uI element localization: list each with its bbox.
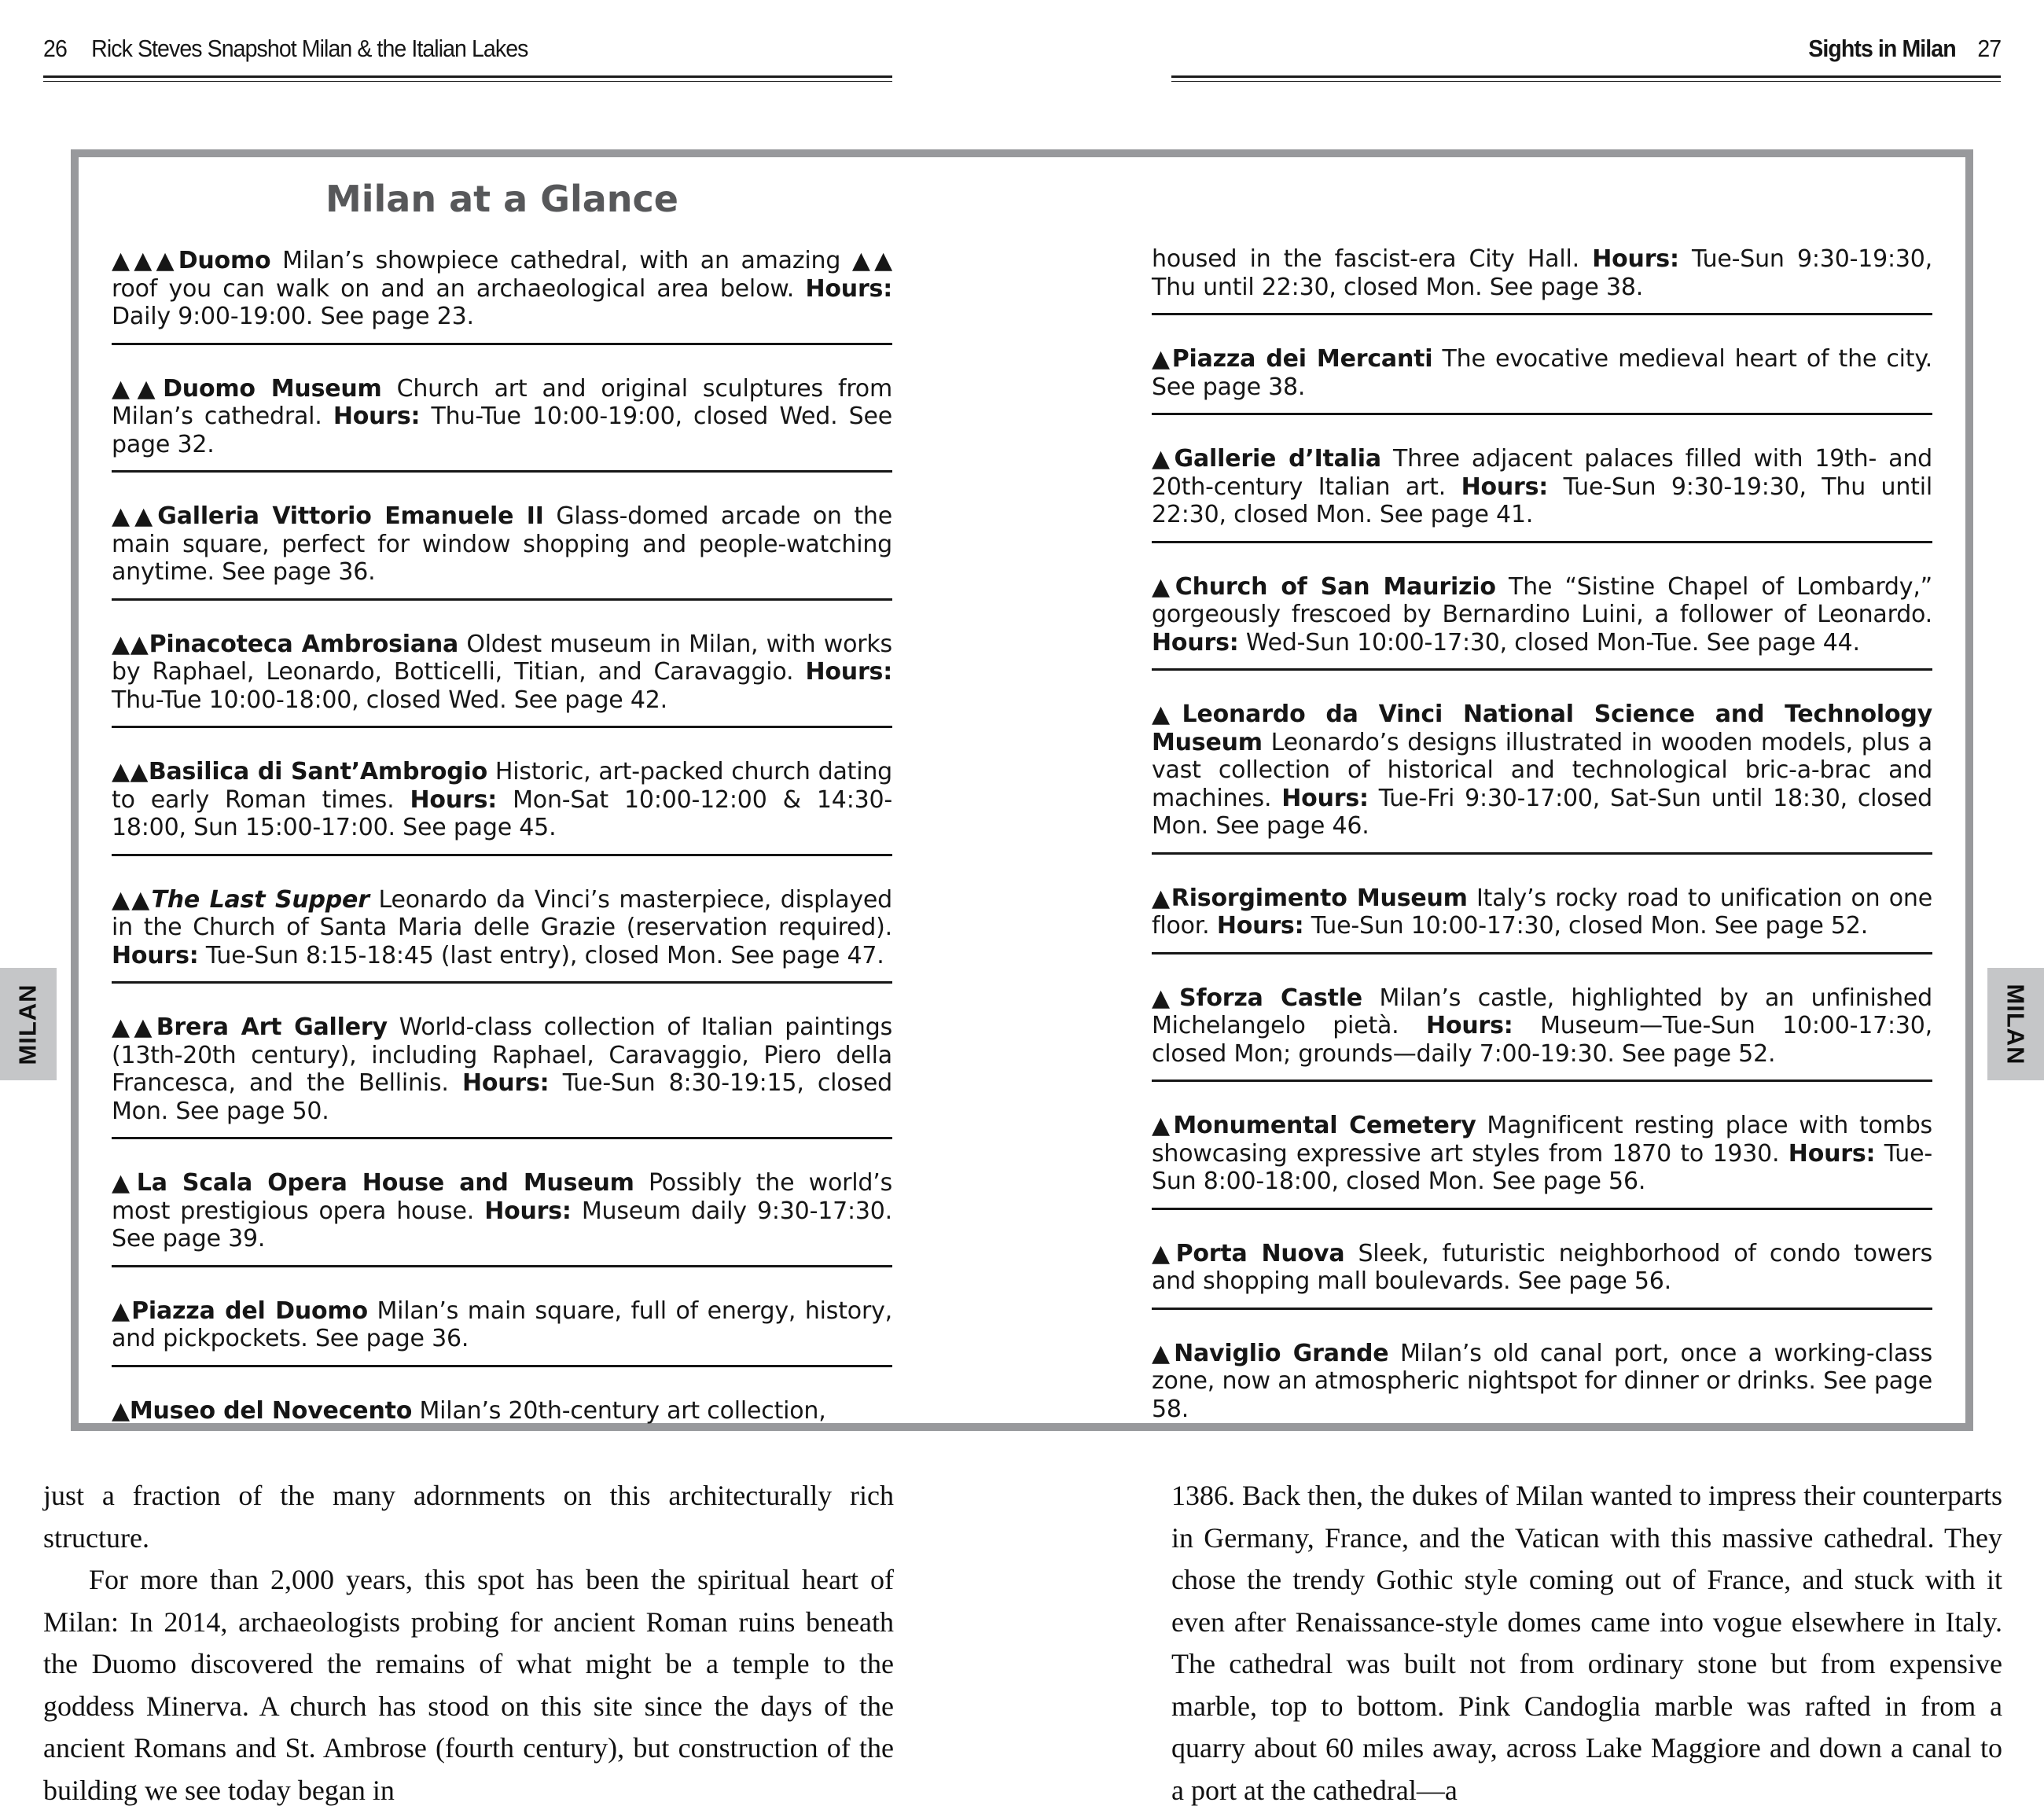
header-rule-left	[43, 75, 892, 82]
sight-entry: ▲La Scala Opera House and Museum Possibly the world’s most prestigious opera house. Hours: Museum daily 9:30-17:30. See page 39.	[112, 1169, 892, 1267]
sight-entry: ▲Porta Nuova Sleek, futuristic neighborhood of condo towers and shopping mall boulevards. See page 56.	[1152, 1240, 1932, 1310]
sight-entry: ▲▲Galleria Vittorio Emanuele II Glass-domed arcade on the main square, perfect for window shopping and people-watching anytime. See page 36.	[112, 502, 892, 601]
chapter-tab-left	[0, 968, 57, 1080]
sight-entry: ▲Piazza dei Mercanti The evocative medieval heart of the city. See page 38.	[1152, 345, 1932, 415]
sight-entry: ▲▲Pinacoteca Ambrosiana Oldest museum in Milan, with works by Raphael, Leonardo, Botticelli, Titian, and Caravaggio. Hours: Thu-Tue 10:00-18:00, closed Wed. See page 42.	[112, 631, 892, 729]
sight-entry: housed in the fascist-era City Hall. Hours: Tue-Sun 9:30-19:30, Thu until 22:30, closed Mon. See page 38.	[1152, 245, 1932, 315]
sight-entry: ▲▲▲Duomo Milan’s showpiece cathedral, with an amazing ▲▲ roof you can walk on and an archaeological area below. Hours: Daily 9:00-19:00. See page 23.	[112, 247, 892, 345]
running-head-left	[43, 35, 528, 63]
glance-entries-right	[1152, 245, 1932, 1435]
glance-column-left	[112, 165, 892, 1423]
sight-entry: ▲Sforza Castle Milan’s castle, highlighted by an unfinished Michelangelo pietà. Hours: Museum—Tue-Sun 10:00-17:30, closed Mon; grounds—daily 7:00-19:30. See page 52.	[1152, 984, 1932, 1083]
sight-entry: ▲Naviglio Grande Milan’s old canal port, once a working-class zone, now an atmospheric nightspot for dinner or drinks. See page 58.	[1152, 1339, 1933, 1423]
sight-entry: ▲▲Brera Art Gallery World-class collection of Italian paintings (13th-20th century), including Raphael, Caravaggio, Piero della Francesca, and the Bellinis. Hours: Tue-Sun 8:30-19:15, closed Mon. See page 50.	[112, 1013, 892, 1139]
page-number-left: 26	[43, 35, 67, 62]
glance-box-title: Milan at a Glance	[325, 178, 678, 220]
sight-entry: ▲Leonardo da Vinci National Science and Technology Museum Leonardo’s designs illustrated in wooden models, plus a vast collection of historical and technological bric-a-brac and machines. Hours: Tue-Fri 9:30-17:00, Sat-Sun until 18:30, closed Mon. See page 46.	[1152, 701, 1932, 855]
chapter-tab-left-label: MILAN	[14, 983, 42, 1065]
sight-entry: ▲Church of San Maurizio The “Sistine Chapel of Lombardy,” gorgeously frescoed by Bernardino Luini, a follower of Leonardo. Hours: Wed-Sun 10:00-17:30, closed Mon-Tue. See page 44.	[1152, 573, 1932, 671]
sight-entry: ▲Museo del Novecento Milan’s 20th-century art collection,	[112, 1396, 826, 1425]
header-rule-right	[1171, 75, 2001, 82]
sight-entry: ▲Risorgimento Museum Italy’s rocky road to unification on one floor. Hours: Tue-Sun 10:00-17:30, closed Mon. See page 52.	[1152, 885, 1932, 954]
chapter-tab-right-label: MILAN	[2002, 983, 2030, 1065]
chapter-tab-right	[1987, 968, 2044, 1080]
sight-entry: ▲▲Basilica di Sant’Ambrogio Historic, art-packed church dating to early Roman times. Hours: Mon-Sat 10:00-12:00 & 14:30-18:00, Sun 15:00-17:00. See page 45.	[112, 758, 892, 856]
body-paragraph: just a fraction of the many adornments on this architecturally rich structure.	[43, 1480, 894, 1554]
page-number-right: 27	[1977, 35, 2001, 62]
sight-entry: ▲Gallerie d’Italia Three adjacent palaces filled with 19th- and 20th-century Italian art. Hours: Tue-Sun 9:30-19:30, Thu until 22:30, closed Mon. See page 41.	[1152, 445, 1932, 543]
sight-entry: ▲▲The Last Supper Leonardo da Vinci’s masterpiece, displayed in the Church of Santa Maria delle Grazie (reservation required). Hours: Tue-Sun 8:15-18:45 (last entry), closed Mon. See page 47.	[112, 886, 892, 984]
body-paragraph: 1386. Back then, the dukes of Milan wanted to impress their counterparts in Germany, France, and the Vatican with this massive cathedral. They chose the trendy Gothic style coming out of France, and stuck with it even after Renaissance-style domes came into vogue elsewhere in Italy. The cathedral was built not from ordinary stone but from expensive marble, top to bottom. Pink Candoglia marble was rafted in from a quarry about 60 miles away, across Lake Maggiore and down a canal to a port at the cathedral—a	[1171, 1480, 2002, 1806]
sight-entry: ▲Monumental Cemetery Magnificent resting place with tombs showcasing expressive art styles from 1870 to 1930. Hours: Tue-Sun 8:00-18:00, closed Mon. See page 56.	[1152, 1112, 1932, 1210]
body-paragraph: For more than 2,000 years, this spot has been the spiritual heart of Milan: In 2014, archaeologists probing for ancient Roman ruins beneath the Duomo discovered the remains of what might be a temple to the goddess Minerva. A church has stood on this site since the days of the ancient Romans and St. Ambrose (fourth century), but construction of the building we see today began in	[43, 1564, 894, 1806]
body-text-left-page	[43, 1475, 894, 1811]
body-text-right-page	[1171, 1475, 2002, 1811]
milan-at-a-glance-box	[71, 149, 1973, 1431]
sight-entry: ▲▲Duomo Museum Church art and original sculptures from Milan’s cathedral. Hours: Thu-Tue 10:00-19:00, closed Wed. See page 32.	[112, 375, 892, 473]
running-head-right	[1808, 35, 2001, 63]
running-head-right-title: Sights in Milan	[1808, 35, 1956, 62]
running-head-left-title: Rick Steves Snapshot Milan & the Italian Lakes	[91, 35, 528, 62]
glance-column-right	[1152, 165, 1932, 1423]
glance-entries-left	[112, 247, 892, 1436]
sight-entry: ▲Piazza del Duomo Milan’s main square, full of energy, history, and pickpockets. See page 36.	[112, 1297, 892, 1367]
